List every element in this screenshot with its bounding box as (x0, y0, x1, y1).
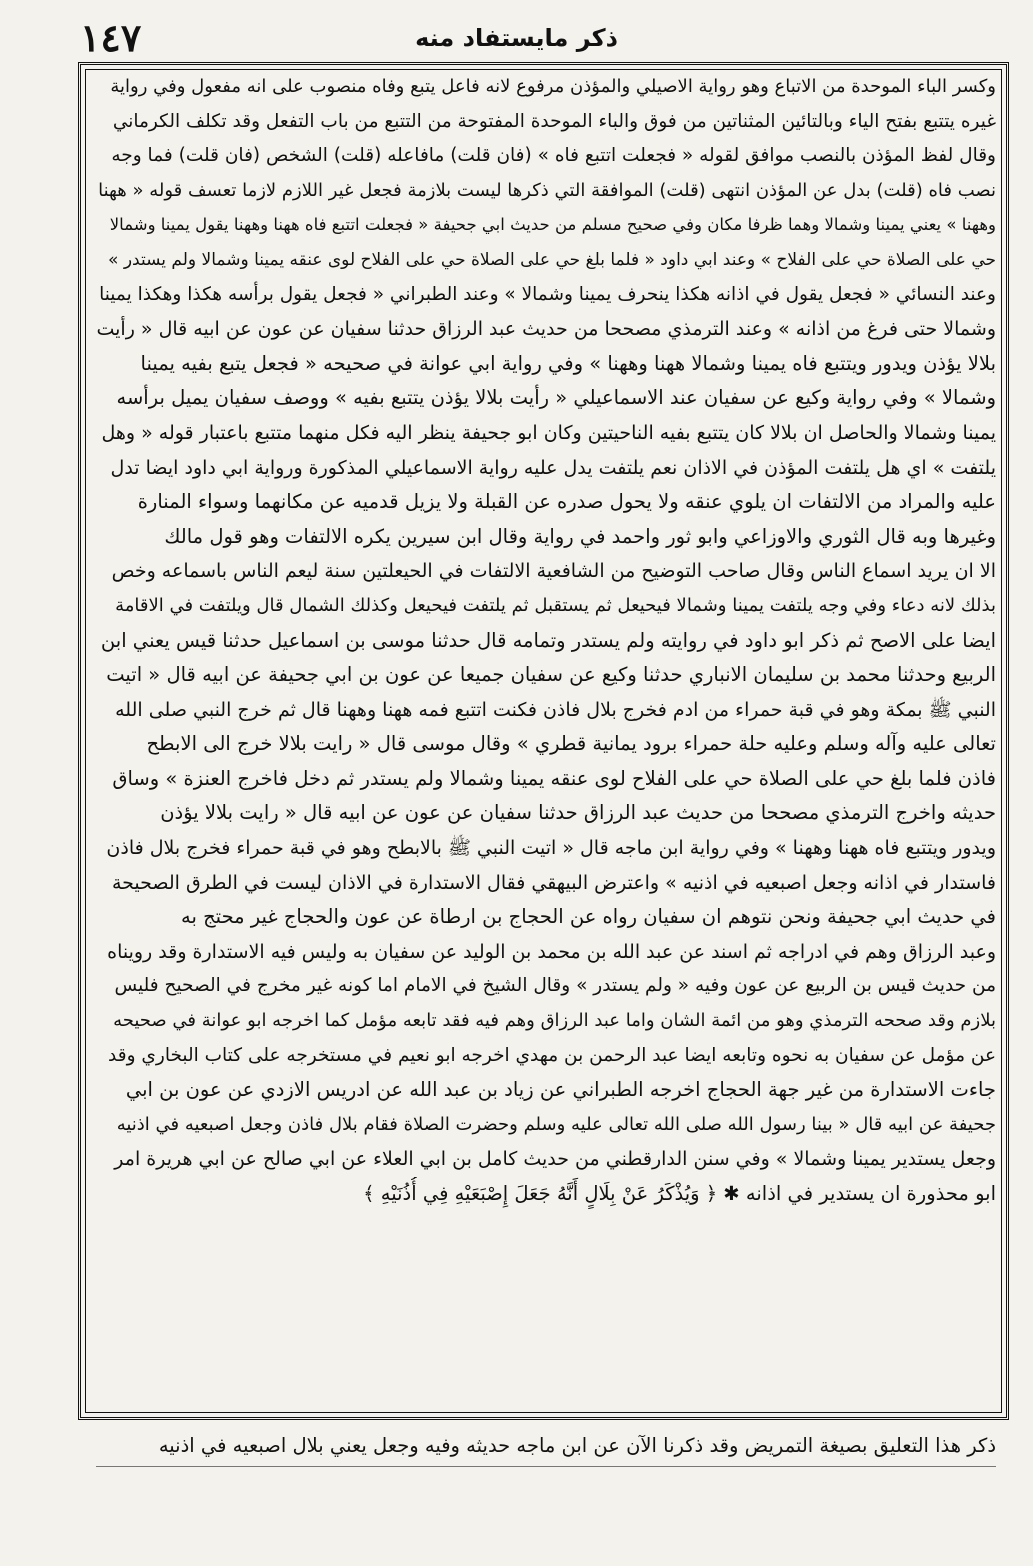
text-line: نصب فاه (قلت) بدل عن المؤذن انتهى (قلت) الموافقة التي ذكرها ليست بلازمة فجعل غير اللازم لازما تعسف قوله « ههنا (98, 179, 996, 201)
text-line: بلالا يؤذن ويدور ويتتبع فاه يمينا وشمالا ههنا وههنا » وفي رواية ابي عوانة في صحيحه « فجعل يتبع بفيه يمينا (140, 351, 996, 375)
text-line: حي على الصلاة حي على الفلاح » وعند ابي داود « فلما بلغ حي على الصلاة حي على الفلاح لوى عنقه يمينا وشمالا ولم يستدر » (108, 249, 996, 270)
text-line: الا ان يريد اسماع الناس وقال صاحب التوضيح من الشافعية الالتفات في الحيعلتين سنة ليعم الناس باسماعه وخص (111, 560, 996, 583)
text-line: ويدور ويتتبع فاه ههنا وههنا » وفي رواية ابن ماجه قال « اتيت النبي ﷺ بالابطح وهو في قبة حمراء فخرج بلال فاذن (106, 837, 996, 860)
text-line: جاءت الاستدارة من غير جهة الحجاج اخرجه الطبراني عن زياد بن عبد الله عن ادريس الازدي عن عون بن ابي (125, 1078, 996, 1102)
text-line: وجعل يستدير يمينا وشمالا » وفي سنن الدارقطني من حديث كامل بن ابي العلاء عن ابي صالح عن ابي هريرة امر (114, 1148, 996, 1171)
text-line: حديثه واخرج الترمذي مصححا من حديث عبد الرزاق حدثنا سفيان عن عون عن ابيه قال « رايت بلالا يؤذن (160, 801, 996, 825)
footer-divider (96, 1466, 996, 1467)
text-line: وغيرها وبه قال الثوري والاوزاعي وابو ثور واحمد في رواية وقال ابن سيرين يكره الالتفات وهو قول مالك (164, 524, 996, 548)
text-line: النبي ﷺ بمكة وهو في قبة حمراء من ادم فخرج بلال فاذن فكنت اتتبع فمه ههنا وههنا قال ثم خرج النبي صلى الله (115, 698, 996, 721)
text-line: يمينا وشمالا والحاصل ان بلالا كان يتتبع بفيه الناحيتين وكان ابو جحيفة ينظر اليه فكل منهما متتبع باعتبار قوله « وهل (101, 421, 996, 444)
text-line: وشمالا حتى فرغ من اذانه » وعند الترمذي مصححا من حديث عبد الرزاق حدثنا سفيان عن عون عن ابيه قال « رأيت (96, 318, 996, 341)
text-line: غيره يتتبع بفتح الياء وبالتائين المثناتين من فوق والباء الموحدة المفتوحة من التتبع من باب التفعل وقد تكلف الكرماني (112, 110, 996, 132)
text-line: تعالى عليه وآله وسلم وعليه حلة حمراء برود يمانية قطري » وقال موسى قال « رايت بلالا خرج الى الابطح (146, 732, 996, 756)
text-line: وكسر الباء الموحدة من الاتباع وهو رواية الاصيلي والمؤذن مرفوع لانه فاعل يتبع وفاه منصوب على انه مفعول وفي رواية (110, 76, 996, 97)
text-line: وشمالا » وفي رواية وكيع عن سفيان عند الاسماعيلي « رأيت بلالا يؤذن يتتبع بفيه » ووصف سفيان يميل برأسه (116, 386, 996, 410)
text-line: بلازم وقد صححه الترمذي وهو من ائمة الشان واما عبد الرزاق وهم فيه فقد تابعه مؤمل كما اخرجه ابو عوانة في صحيحه (113, 1010, 996, 1032)
running-head (60, 16, 973, 60)
text-line: جحيفة عن ابيه قال « بينا رسول الله صلى الله تعالى عليه وسلم وحضرت الصلاة فقام بلال فاذن وجعل اصبعيه في اذنيه (116, 1113, 996, 1135)
text-line: يلتفت » اي هل يلتفت المؤذن في الاذان نعم يلتفت يدل عليه رواية الاسماعيلي المذكورة ورواية ابي داود ايضا تدل (110, 456, 996, 479)
footer-commentary (96, 1428, 996, 1464)
text-line: بذلك لانه دعاء وفي وجه يلتفت يمينا وشمالا فيحيعل ثم يستقبل ثم يلتفت فيحيعل وكذلك الشمال قال ويلتفت في الاقامة (115, 594, 996, 616)
text-line: من حديث قيس بن الربيع عن عون وفيه « ولم يستدر » وقال الشيخ في الامام اما كونه غير مخرج في الصحيح فليس (114, 975, 996, 997)
page-number: ١٤٧ (80, 15, 142, 60)
text-line: وعبد الرزاق وهم في ادراجه ثم اسند عن عبد الله بن محمد بن الوليد عن سفيان به وليس فيه الاستدارة وقد رويناه (107, 940, 996, 963)
text-line: فاذن فلما بلغ حي على الصلاة حي على الفلاح لوى عنقه يمينا وشمالا ولم يستدر ثم دخل فاخرج العنزة » وساق (112, 766, 996, 790)
footer-line: ذكر هذا التعليق بصيغة التمريض وقد ذكرنا الآن عن ابن ماجه حديثه وفيه وجعل يعني بلال اصبعيه في اذنيه (158, 1434, 996, 1457)
text-line: عن مؤمل عن سفيان به نحوه وتابعه ايضا عبد الرحمن بن مهدي اخرجه ابو نعيم في مستخرجه على كتاب البخاري وقد (108, 1044, 996, 1066)
text-line: عليه والمراد من الالتفات ان يلوي عنقه ولا يحول صدره عن القبلة ولا يزيل قدميه عن مكانهما وسواء المنارة (137, 490, 996, 514)
text-line: الربيع وحدثنا محمد بن سليمان الانباري حدثنا وكيع عن سفيان جميعا عن عون بن ابي جحيفة عن ابيه قال « اتيت (106, 663, 996, 687)
body-text (96, 70, 996, 1410)
text-line: في حديث ابي جحيفة ونحن نتوهم ان سفيان رواه عن الحجاج بن ارطاة عن عون والحجاج غير محتج به (181, 905, 996, 929)
text-line: ابو محذورة ان يستدير في اذانه ✱ ﴿ وَيُذْكَرُ عَنْ بِلَالٍ أَنَّهُ جَعَلَ إِصْبَعَيْهِ فِي أُذُنَيْهِ ﴾ (363, 1182, 996, 1205)
text-line: وقال لفظ المؤذن بالنصب موافق لقوله « فجعلت اتتبع فاه » (فان قلت) مافاعله (قلت) الشخص (فان قلت) فما وجه (111, 145, 996, 167)
text-line: وههنا » يعني يمينا وشمالا وهما ظرفا مكان وفي صحيح مسلم من حديث ابي جحيفة « فجعلت اتتبع فاه ههنا وههنا يقول يمينا وشمالا (109, 215, 996, 235)
text-line: ايضا على الاصح ثم ذكر ابو داود في روايته ولم يستدر وتمامه قال حدثنا موسى بن اسماعيل حدثنا قيس يعني ابن (100, 628, 996, 652)
text-line: وعند النسائي « فجعل يقول في اذانه هكذا ينحرف يمينا وشمالا » وعند الطبراني « فجعل يقول برأسه هكذا وهكذا يمينا (99, 283, 996, 305)
running-head-title: ذكر مايستفاد منه (415, 24, 618, 52)
text-line: فاستدار في اذانه وجعل اصبعيه في اذنيه » واعترض البيهقي فقال الاستدارة في الاذان ليست في الطرق الصحيحة (111, 871, 996, 894)
